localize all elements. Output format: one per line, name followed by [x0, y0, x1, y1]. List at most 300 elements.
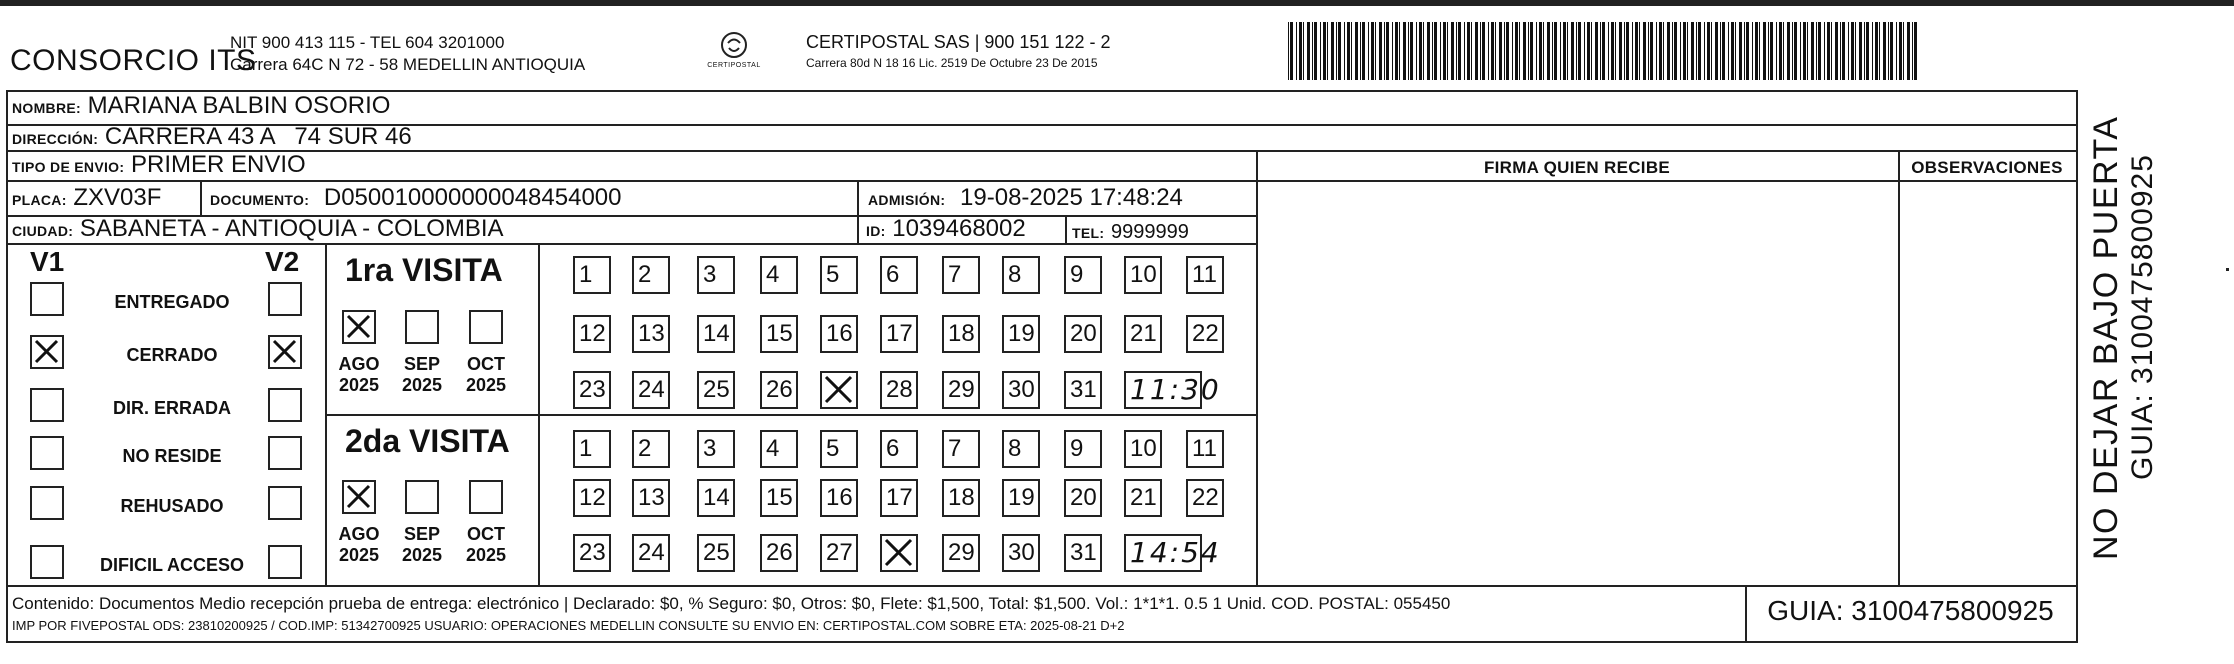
- barcode-bar: [1890, 22, 1893, 80]
- day-box[interactable]: 8: [1002, 430, 1040, 468]
- day-box[interactable]: 22: [1186, 479, 1224, 517]
- visit1-title: 1ra VISITA: [345, 252, 503, 288]
- barcode-bar: [1536, 22, 1537, 80]
- month-name: SEP: [403, 524, 441, 544]
- day-box[interactable]: 28: [880, 371, 918, 409]
- barcode: [1288, 22, 1920, 80]
- barcode-bar: [1866, 22, 1869, 80]
- barcode-bar: [1859, 22, 1862, 80]
- tipo-row: [12, 151, 306, 179]
- col-divider: [1256, 150, 1258, 585]
- status-label: NO RESIDE: [122, 446, 222, 466]
- barcode-bar: [1848, 22, 1849, 80]
- barcode-bar: [1711, 22, 1712, 80]
- barcode-bar: [1495, 22, 1496, 80]
- barcode-bar: [1584, 22, 1585, 80]
- month-year: 2025: [465, 545, 507, 565]
- barcode-bar: [1632, 22, 1633, 80]
- barcode-bar: [1395, 22, 1398, 80]
- id-row: [866, 215, 1026, 243]
- barcode-bar: [1731, 22, 1734, 80]
- barcode-bar: [1888, 22, 1889, 80]
- day-box[interactable]: 20: [1064, 479, 1102, 517]
- barcode-bar: [1735, 22, 1736, 80]
- barcode-bar: [1656, 22, 1657, 80]
- day-box[interactable]: 24: [632, 534, 670, 572]
- barcode-bar: [1432, 22, 1433, 80]
- day-box[interactable]: 13: [632, 479, 670, 517]
- barcode-bar: [1722, 22, 1725, 80]
- id-label: ID:: [866, 223, 886, 239]
- day-box[interactable]: 11: [1186, 256, 1224, 294]
- barcode-bar: [1443, 22, 1446, 80]
- barcode-bar: [1539, 22, 1542, 80]
- month-year: 2025: [465, 375, 507, 395]
- barcode-bar: [1360, 22, 1361, 80]
- day-box[interactable]: 29: [942, 371, 980, 409]
- barcode-bar: [1600, 22, 1601, 80]
- visit2-title: 2da VISITA: [345, 423, 510, 459]
- barcode-bar: [1807, 22, 1808, 80]
- barcode-bar: [1696, 22, 1697, 80]
- documento-label: DOCUMENTO:: [210, 192, 310, 208]
- admision-row: [868, 184, 1183, 212]
- month-checkbox[interactable]: [405, 480, 439, 514]
- month-year: 2025: [338, 545, 380, 565]
- barcode-bar: [1728, 22, 1729, 80]
- barcode-bar: [1368, 22, 1369, 80]
- day-box[interactable]: 29: [942, 534, 980, 572]
- direccion-label: DIRECCIÓN:: [12, 131, 99, 147]
- x-mark-icon: [344, 312, 374, 342]
- barcode-bar: [1299, 22, 1302, 80]
- day-box[interactable]: [820, 371, 858, 409]
- barcode-bar: [1416, 22, 1417, 80]
- barcode-bar: [1818, 22, 1821, 80]
- barcode-bar: [1338, 22, 1341, 80]
- barcode-bar: [1816, 22, 1817, 80]
- day-box[interactable]: 5: [820, 430, 858, 468]
- v2-header: V2: [265, 246, 300, 277]
- barcode-bar: [1528, 22, 1529, 80]
- month-checkbox[interactable]: [405, 310, 439, 344]
- barcode-bar: [1864, 22, 1865, 80]
- day-box[interactable]: 9: [1064, 430, 1102, 468]
- barcode-bar: [1371, 22, 1374, 80]
- barcode-bar: [1663, 22, 1664, 80]
- barcode-bar: [1739, 22, 1742, 80]
- barcode-bar: [1587, 22, 1590, 80]
- month-checkbox[interactable]: [342, 310, 376, 344]
- barcode-bar: [1434, 22, 1437, 80]
- day-box[interactable]: 27: [820, 534, 858, 572]
- documento-row: [210, 184, 622, 212]
- barcode-bar: [1899, 22, 1902, 80]
- barcode-bar: [1554, 22, 1557, 80]
- v1-header: V1: [30, 246, 65, 277]
- month-label: [394, 354, 450, 396]
- day-box[interactable]: 4: [760, 256, 798, 294]
- day-box[interactable]: 20: [1064, 315, 1102, 353]
- col-divider: [325, 243, 327, 585]
- month-name: OCT: [467, 524, 505, 544]
- barcode-bar: [1491, 22, 1494, 80]
- documento-value: D050010000000048454000: [323, 184, 622, 211]
- seal-icon: [719, 30, 749, 60]
- day-box[interactable]: 13: [632, 315, 670, 353]
- day-box[interactable]: 18: [942, 479, 980, 517]
- company-name: CONSORCIO ITS: [10, 44, 257, 77]
- barcode-bar: [1763, 22, 1766, 80]
- barcode-bar: [1327, 22, 1328, 80]
- day-box[interactable]: 5: [820, 256, 858, 294]
- placa-label: PLACA:: [12, 192, 67, 208]
- v1-checkbox[interactable]: [30, 335, 64, 369]
- day-box[interactable]: 17: [880, 315, 918, 353]
- day-box[interactable]: 6: [880, 430, 918, 468]
- month-year: 2025: [401, 375, 443, 395]
- barcode-bar: [1447, 22, 1448, 80]
- ciudad-label: CIUDAD:: [12, 223, 74, 239]
- barcode-bar: [1427, 22, 1430, 80]
- barcode-bar: [1410, 22, 1413, 80]
- day-box[interactable]: 19: [1002, 315, 1040, 353]
- barcode-bar: [1591, 22, 1592, 80]
- barcode-bar: [1288, 22, 1289, 80]
- month-name: SEP: [403, 354, 441, 374]
- v2-checkbox[interactable]: [268, 282, 302, 316]
- day-box[interactable]: 30: [1002, 534, 1040, 572]
- barcode-bar: [1720, 22, 1721, 80]
- barcode-bar: [1552, 22, 1553, 80]
- barcode-bar: [1851, 22, 1854, 80]
- barcode-bar: [1440, 22, 1441, 80]
- firma-header: FIRMA QUIEN RECIBE: [1483, 158, 1671, 177]
- barcode-bar: [1456, 22, 1457, 80]
- x-mark-icon: [822, 373, 856, 407]
- barcode-bar: [1608, 22, 1609, 80]
- barcode-bar: [1746, 22, 1749, 80]
- v1-checkbox[interactable]: [30, 436, 64, 470]
- day-box[interactable]: 26: [760, 371, 798, 409]
- barcode-bar: [1667, 22, 1670, 80]
- day-box[interactable]: 6: [880, 256, 918, 294]
- admision-label: ADMISIÓN:: [868, 192, 946, 208]
- barcode-bar: [1344, 22, 1345, 80]
- tel-value: 9999999: [1110, 221, 1189, 243]
- day-box[interactable]: 16: [820, 479, 858, 517]
- barcode-bar: [1320, 22, 1321, 80]
- v1-checkbox[interactable]: [30, 388, 64, 422]
- barcode-bar: [1755, 22, 1758, 80]
- day-box[interactable]: 25: [697, 371, 735, 409]
- col-divider: [538, 243, 540, 585]
- day-box[interactable]: 21: [1124, 479, 1162, 517]
- tipo-label: TIPO DE ENVIO:: [12, 159, 125, 175]
- day-box[interactable]: 15: [760, 315, 798, 353]
- barcode-bar: [1914, 22, 1917, 80]
- barcode-bar: [1680, 22, 1681, 80]
- day-box[interactable]: 19: [1002, 479, 1040, 517]
- tel-label: TEL:: [1072, 225, 1105, 241]
- placa-value: ZXV03F: [73, 184, 162, 211]
- barcode-bar: [1362, 22, 1365, 80]
- barcode-bar: [1626, 22, 1629, 80]
- visit-divider: [325, 414, 1256, 416]
- nombre-label: NOMBRE:: [12, 100, 81, 116]
- barcode-bar: [1842, 22, 1845, 80]
- month-label: [458, 354, 514, 396]
- barcode-bar: [1840, 22, 1841, 80]
- month-checkbox[interactable]: [342, 480, 376, 514]
- day-box[interactable]: 23: [573, 371, 611, 409]
- day-box[interactable]: 21: [1124, 315, 1162, 353]
- day-box[interactable]: 11: [1186, 430, 1224, 468]
- barcode-bar: [1691, 22, 1694, 80]
- v1-checkbox[interactable]: [30, 486, 64, 520]
- barcode-bar: [1563, 22, 1566, 80]
- day-box[interactable]: 31: [1064, 534, 1102, 572]
- day-box[interactable]: 9: [1064, 256, 1102, 294]
- col-divider: [200, 180, 202, 215]
- barcode-bar: [1504, 22, 1505, 80]
- barcode-bar: [1752, 22, 1753, 80]
- barcode-bar: [1650, 22, 1653, 80]
- barcode-bar: [1783, 22, 1784, 80]
- month-name: AGO: [338, 524, 380, 544]
- barcode-bar: [1615, 22, 1616, 80]
- barcode-bar: [1879, 22, 1880, 80]
- barcode-bar: [1759, 22, 1760, 80]
- barcode-bar: [1648, 22, 1649, 80]
- row-divider: [6, 585, 2078, 587]
- day-box[interactable]: 24: [632, 371, 670, 409]
- v1-checkbox[interactable]: [30, 282, 64, 316]
- barcode-bar: [1831, 22, 1832, 80]
- day-box[interactable]: 10: [1124, 256, 1162, 294]
- day-box[interactable]: 31: [1064, 371, 1102, 409]
- month-checkbox[interactable]: [469, 310, 503, 344]
- day-box[interactable]: 4: [760, 430, 798, 468]
- barcode-bar: [1471, 22, 1472, 80]
- barcode-bar: [1464, 22, 1465, 80]
- barcode-bar: [1827, 22, 1830, 80]
- v2-checkbox[interactable]: [268, 486, 302, 520]
- barcode-bar: [1672, 22, 1673, 80]
- x-mark-icon: [344, 482, 374, 512]
- time-box[interactable]: 11:30: [1124, 371, 1202, 409]
- barcode-bar: [1307, 22, 1310, 80]
- day-box[interactable]: 7: [942, 256, 980, 294]
- barcode-bar: [1519, 22, 1520, 80]
- barcode-bar: [1611, 22, 1614, 80]
- day-box[interactable]: [880, 534, 918, 572]
- barcode-bar: [1351, 22, 1352, 80]
- day-box[interactable]: 7: [942, 430, 980, 468]
- barcode-bar: [1323, 22, 1326, 80]
- day-box[interactable]: 2: [632, 430, 670, 468]
- barcode-bar: [1698, 22, 1701, 80]
- barcode-bar: [1872, 22, 1873, 80]
- day-box[interactable]: 16: [820, 315, 858, 353]
- barcode-bar: [1794, 22, 1797, 80]
- day-box[interactable]: 12: [573, 479, 611, 517]
- month-year: 2025: [401, 545, 443, 565]
- certipostal-address: Carrera 80d N 18 16 Lic. 2519 De Octubre 23 De 2015: [806, 56, 1098, 70]
- barcode-bar: [1312, 22, 1313, 80]
- barcode-bar: [1875, 22, 1878, 80]
- nit-line: NIT 900 413 115 - TEL 604 3201000: [230, 33, 505, 52]
- stray-dot: [2226, 268, 2229, 271]
- barcode-bar: [1379, 22, 1382, 80]
- col-divider: [2076, 90, 2078, 643]
- v2-checkbox[interactable]: [268, 545, 302, 579]
- status-label: DIFICIL ACCESO: [99, 555, 244, 575]
- barcode-bar: [1290, 22, 1293, 80]
- barcode-bar: [1635, 22, 1638, 80]
- barcode-bar: [1467, 22, 1470, 80]
- barcode-bar: [1912, 22, 1913, 80]
- x-mark-icon: [270, 337, 300, 367]
- barcode-bar: [1770, 22, 1773, 80]
- v2-checkbox[interactable]: [268, 436, 302, 470]
- barcode-bar: [1855, 22, 1856, 80]
- day-box[interactable]: 10: [1124, 430, 1162, 468]
- barcode-bar: [1787, 22, 1790, 80]
- day-box[interactable]: 3: [697, 256, 735, 294]
- day-box[interactable]: 3: [697, 430, 735, 468]
- day-box[interactable]: 18: [942, 315, 980, 353]
- row-divider: [6, 180, 2078, 182]
- v1-checkbox[interactable]: [30, 545, 64, 579]
- ciudad-value: SABANETA - ANTIOQUIA - COLOMBIA: [79, 215, 504, 242]
- time-box[interactable]: 14:54: [1124, 534, 1202, 572]
- x-mark-icon: [882, 536, 916, 570]
- barcode-bar: [1811, 22, 1814, 80]
- barcode-bar: [1331, 22, 1334, 80]
- barcode-bar: [1547, 22, 1550, 80]
- day-box[interactable]: 12: [573, 315, 611, 353]
- barcode-bar: [1314, 22, 1317, 80]
- day-box[interactable]: 1: [573, 430, 611, 468]
- month-checkbox[interactable]: [469, 480, 503, 514]
- barcode-bar: [1643, 22, 1646, 80]
- barcode-bar: [1482, 22, 1485, 80]
- barcode-bar: [1707, 22, 1710, 80]
- barcode-bar: [1475, 22, 1478, 80]
- barcode-bar: [1619, 22, 1622, 80]
- barcode-bar: [1296, 22, 1297, 80]
- day-box[interactable]: 25: [697, 534, 735, 572]
- barcode-bar: [1674, 22, 1677, 80]
- barcode-bar: [1375, 22, 1376, 80]
- row-divider: [6, 243, 1256, 245]
- barcode-bar: [1560, 22, 1561, 80]
- tipo-value: PRIMER ENVIO: [131, 151, 306, 178]
- barcode-bar: [1768, 22, 1769, 80]
- barcode-bar: [1530, 22, 1533, 80]
- barcode-bar: [1506, 22, 1509, 80]
- nombre-value: MARIANA BALBIN OSORIO: [87, 92, 391, 119]
- side-guia: GUIA: 3100475800925: [2126, 154, 2159, 480]
- certipostal-line: CERTIPOSTAL SAS | 900 151 122 - 2: [806, 32, 1111, 52]
- barcode-bar: [1576, 22, 1577, 80]
- v2-checkbox[interactable]: [268, 388, 302, 422]
- day-box[interactable]: 2: [632, 256, 670, 294]
- day-box[interactable]: 23: [573, 534, 611, 572]
- barcode-bar: [1883, 22, 1886, 80]
- barcode-bar: [1408, 22, 1409, 80]
- observaciones-header: OBSERVACIONES: [1911, 158, 2063, 177]
- barcode-bar: [1458, 22, 1461, 80]
- day-box[interactable]: 14: [697, 315, 735, 353]
- company-info: [230, 32, 585, 76]
- day-box[interactable]: 30: [1002, 371, 1040, 409]
- month-name: OCT: [467, 354, 505, 374]
- barcode-bar: [1543, 22, 1544, 80]
- placa-row: [12, 184, 161, 212]
- footer-contenido: Contenido: Documentos Medio recepción prueba de entrega: electrónico | Declarado: $0, % Seguro: $0, Otros: $0, Flete: $1,500, Total: $1,500. Vol.: 1*1*1. 0.5 1 Unid. COD. POSTAL: 055450: [12, 594, 1451, 613]
- footer-guia: GUIA: 3100475800925: [1767, 595, 2054, 626]
- day-box[interactable]: 22: [1186, 315, 1224, 353]
- barcode-bar: [1347, 22, 1350, 80]
- barcode-bar: [1779, 22, 1782, 80]
- barcode-bar: [1567, 22, 1568, 80]
- v2-checkbox[interactable]: [268, 335, 302, 369]
- barcode-bar: [1704, 22, 1705, 80]
- barcode-bar: [1386, 22, 1389, 80]
- day-box[interactable]: 8: [1002, 256, 1040, 294]
- month-label: [458, 524, 514, 566]
- barcode-bar: [1659, 22, 1662, 80]
- barcode-bar: [1384, 22, 1385, 80]
- logo-lettering: CERTIPOSTAL: [707, 62, 761, 69]
- barcode-bar: [1903, 22, 1904, 80]
- month-name: AGO: [338, 354, 380, 374]
- day-box[interactable]: 17: [880, 479, 918, 517]
- barcode-bar: [1624, 22, 1625, 80]
- barcode-bar: [1392, 22, 1393, 80]
- company-address: Carrera 64C N 72 - 58 MEDELLIN ANTIOQUIA: [230, 55, 586, 74]
- side-warning: NO DEJAR BAJO PUERTA: [2087, 115, 2125, 560]
- barcode-bar: [1523, 22, 1526, 80]
- status-label: ENTREGADO: [114, 292, 230, 312]
- certipostal-logo: [700, 30, 768, 69]
- month-label: [331, 524, 387, 566]
- admision-value: 19-08-2025 17:48:24: [960, 184, 1183, 211]
- col-divider: [1898, 150, 1900, 585]
- ciudad-row: [12, 215, 504, 243]
- col-divider: [1065, 215, 1067, 243]
- barcode-bar: [1480, 22, 1481, 80]
- month-year: 2025: [338, 375, 380, 395]
- direccion-value: CARRERA 43 A 74 SUR 46: [104, 123, 412, 150]
- day-box[interactable]: 26: [760, 534, 798, 572]
- barcode-bar: [1499, 22, 1502, 80]
- status-label: DIR. ERRADA: [112, 398, 231, 418]
- footer-impresion: IMP POR FIVEPOSTAL ODS: 23810200925 / COD.IMP: 51342700925 USUARIO: OPERACIONES MEDELLIN CONSULTE SU ENVIO EN: CERTIPOSTAL.COM SOBRE ETA: 2025-08-21 D+2: [12, 618, 1125, 633]
- barcode-bar: [1803, 22, 1806, 80]
- barcode-bar: [1399, 22, 1400, 80]
- barcode-bar: [1800, 22, 1801, 80]
- day-box[interactable]: 15: [760, 479, 798, 517]
- month-label: [331, 354, 387, 396]
- day-box[interactable]: 1: [573, 256, 611, 294]
- id-value: 1039468002: [892, 215, 1026, 242]
- day-box[interactable]: 14: [697, 479, 735, 517]
- barcode-bar: [1571, 22, 1574, 80]
- barcode-bar: [1792, 22, 1793, 80]
